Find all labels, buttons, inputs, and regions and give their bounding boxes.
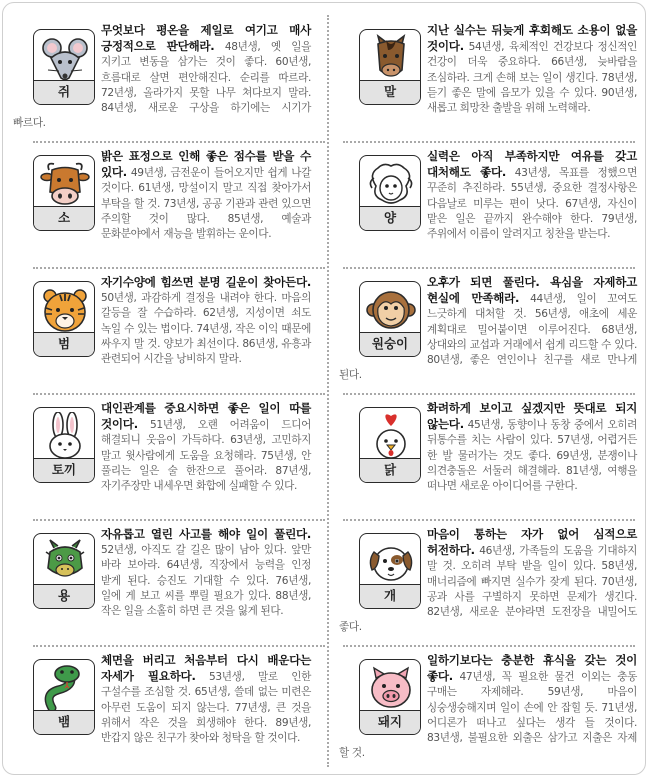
zodiac-entry-ox [13, 149, 311, 267]
fortune-lead: 대인관계를 중요시하면 좋은 일이 따를 것이다. [101, 401, 311, 432]
zodiac-entry-monkey [339, 275, 637, 393]
fortune-body: 46년생, 가족들의 도움을 기대하지 말 것. 오히려 부탁 받을 일이 있다. 58년생, 매너리즘에 빠지면 실수가 잦게 된다. 70년생, 공과 사를 구별하지 못하면 문제가 생긴다. 82년생, 새로운 분야라면 도전장을 내밀어도 좋다. [339, 545, 637, 634]
zodiac-label: 용 [34, 584, 94, 608]
zodiac-card [33, 659, 95, 735]
zodiac-card [33, 155, 95, 231]
zodiac-label: 쥐 [34, 80, 94, 104]
zodiac-entry-rat [13, 23, 311, 141]
sheep-icon [366, 160, 416, 208]
zodiac-entry-tiger [13, 275, 311, 393]
fortune-body: 49년생, 금전운이 들어오지만 쉽게 나갈 것이다. 61년생, 망설이지 말고 직접 찾아가서 부탁을 할 것. 73년생, 공공 기관과 관련 있으면 주의할 것이 많다. 85년생, 예술과 문화분야에서 재능을 발휘하는 운이다. [101, 167, 311, 241]
zodiac-card [33, 29, 95, 105]
row-divider [33, 519, 325, 521]
tiger-icon [40, 286, 90, 334]
row-divider [343, 141, 635, 143]
zodiac-card [359, 533, 421, 609]
zodiac-card [359, 281, 421, 357]
fortune-lead: 자기수양에 힘쓰면 분명 길운이 찾아든다. [101, 275, 311, 289]
fortune-body: 53년생, 말로 인한 구설수를 조심할 것. 65년생, 쓸데 없는 미련은 아무런 도움이 되지 않는다. 77년생, 큰 것을 위해서 작은 것을 희생해야 한다. 89년생, 반갑지 않은 친구가 찾아와 청탁을 할 것이다. [101, 671, 311, 745]
row-divider [33, 645, 325, 647]
fortune-body: 51년생, 오랜 어려움이 드디어 해결되니 웃음이 가득하다. 63년생, 고민하지 말고 윗사람에게 도움을 요청해라. 75년생, 안 풀리는 일은 술 한잔으로 풀어라. 87년생, 자기주장만 내세우면 화합에 실패할 수 있다. [101, 419, 311, 493]
fortune-lead: 일하기보다는 충분한 휴식을 갖는 것이 좋다. [427, 653, 637, 684]
zodiac-entry-rabbit [13, 401, 311, 519]
horoscope-page [2, 2, 646, 775]
zodiac-card [33, 281, 95, 357]
row-divider [33, 267, 325, 269]
zodiac-entry-dog [339, 527, 637, 645]
dragon-icon [40, 538, 90, 586]
row-divider [33, 141, 325, 143]
fortune-lead: 밝은 표정으로 인해 좋은 점수를 받을 수 있다. [101, 149, 311, 180]
fortune-lead: 무엇보다 평온을 제일로 여기고 매사 긍정적으로 판단해라. [101, 23, 311, 54]
zodiac-grid [13, 15, 639, 771]
fortune-lead: 화려하게 보이고 싶겠지만 뜻대로 되지 않는다. [427, 401, 637, 432]
fortune-body: 50년생, 과감하게 결정을 내려야 한다. 마음의 갈등을 잘 수습하라. 62년생, 지성이면 쇠도 녹일 수 있는 법이다. 74년생, 작은 이익 때문에 싸우지 말 것. 양보가 최선이다. 86년생, 유흥과 관련되어 시간을 낭비하지 말라. [101, 292, 311, 366]
pig-icon [366, 664, 416, 712]
fortune-body: 48년생, 옛 일을 지키고 변동을 삼가는 것이 좋다. 60년생, 흐름대로 살면 편안해진다. 순리를 따르라. 72년생, 올라가지 못할 나무 쳐다보지 말라. 84년생, 새로운 구상을 하기에는 시기가 빠르다. [13, 41, 311, 130]
zodiac-card [33, 533, 95, 609]
fortune-body: 45년생, 동향이나 동창 중에서 오히려 뒤통수를 치는 사람이 있다. 57년생, 어렵거든 한 발 물러가는 것도 좋다. 69년생, 분쟁이나 의견충돌은 서둘러 해결해라. 81년생, 여행을 떠나면 새로운 아이디어를 구한다. [427, 419, 637, 493]
monkey-icon [366, 286, 416, 334]
dog-icon [366, 538, 416, 586]
fortune-lead: 지난 실수는 뒤늦게 후회해도 소용이 없을 것이다. [427, 23, 637, 54]
fortune-lead: 실력은 아직 부족하지만 여유를 갖고 대처해도 좋다. [427, 149, 637, 180]
zodiac-entry-snake [13, 653, 311, 771]
zodiac-label: 토끼 [34, 458, 94, 482]
row-divider [33, 393, 325, 395]
zodiac-card [359, 659, 421, 735]
column-divider [327, 15, 329, 767]
zodiac-label: 말 [360, 80, 420, 104]
zodiac-label: 닭 [360, 458, 420, 482]
row-divider [343, 393, 635, 395]
zodiac-entry-horse [339, 23, 637, 141]
rooster-icon [366, 412, 416, 460]
zodiac-card [359, 407, 421, 483]
fortune-lead: 마음이 통하는 자가 없어 심적으로 허전하다. [427, 527, 637, 558]
snake-icon [40, 664, 90, 712]
row-divider [343, 645, 635, 647]
row-divider [343, 519, 635, 521]
zodiac-label: 소 [34, 206, 94, 230]
zodiac-entry-sheep [339, 149, 637, 267]
zodiac-label: 양 [360, 206, 420, 230]
zodiac-card [359, 155, 421, 231]
row-divider [343, 267, 635, 269]
zodiac-label: 범 [34, 332, 94, 356]
zodiac-entry-pig [339, 653, 637, 771]
zodiac-label: 돼지 [360, 710, 420, 734]
zodiac-card [359, 29, 421, 105]
zodiac-label: 개 [360, 584, 420, 608]
zodiac-card [33, 407, 95, 483]
mouse-icon [40, 34, 90, 82]
zodiac-entry-rooster [339, 401, 637, 519]
fortune-body: 54년생, 육체적인 건강보다 정신적인 건강이 더욱 중요하다. 66년생, 늦바람을 조심하라. 크게 손해 보는 일이 생긴다. 78년생, 듣기 좋은 말에 음모가 있을 수 있다. 90년생, 새롭고 희망찬 출발을 위해 노력해라. [427, 41, 637, 115]
zodiac-entry-dragon [13, 527, 311, 645]
horse-icon [366, 34, 416, 82]
zodiac-label: 원숭이 [360, 332, 420, 356]
fortune-body: 47년생, 꼭 필요한 물건 이외는 충동 구매는 자제해라. 59년생, 마음이 싱숭생숭해지며 일이 손에 안 잡힐 듯. 71년생, 어디론가 떠나고 싶다는 생각 들 것이다. 83년생, 불필요한 외출은 삼가고 지출은 자제 할 것. [339, 671, 637, 760]
fortune-body: 52년생, 아직도 갈 길은 많이 남아 있다. 앞만 바라 보아라. 64년생, 직장에서 능력을 인정 받게 된다. 승진도 기대할 수 있다. 76년생, 일에 게 보고 씨를 뿌릴 필요가 있다. 88년생, 작은 일을 소홀히 하면 큰 것을 잃게 된다. [101, 544, 311, 618]
fortune-lead: 체면을 버리고 처음부터 다시 배운다는 자세가 필요하다. [101, 653, 311, 684]
fortune-lead: 자유롭고 열린 사고를 해야 일이 풀린다. [101, 527, 311, 541]
rabbit-icon [40, 412, 90, 460]
fortune-body: 44년생, 일이 꼬여도 느긋하게 대처할 것. 56년생, 애초에 세운 계획대로 밀어붙이면 이루어진다. 68년생, 상대와의 교섭과 거래에서 쉽게 리드할 수 있다. 80년생, 좋은 연인이나 친구를 새로 만나게 된다. [339, 293, 637, 382]
zodiac-label: 뱀 [34, 710, 94, 734]
ox-icon [40, 160, 90, 208]
fortune-lead: 오후가 되면 풀린다. 욕심을 자제하고 현실에 만족해라. [427, 275, 637, 306]
fortune-body: 43년생, 목표를 정했으면 꾸준히 추진하라. 55년생, 중요한 결정사항은 다음날로 미루는 편이 낫다. 67년생, 자신이 맡은 일은 끝까지 완수해야 한다. 79년생, 주위에서 이름이 알려지고 칭찬을 받는다. [427, 167, 637, 241]
